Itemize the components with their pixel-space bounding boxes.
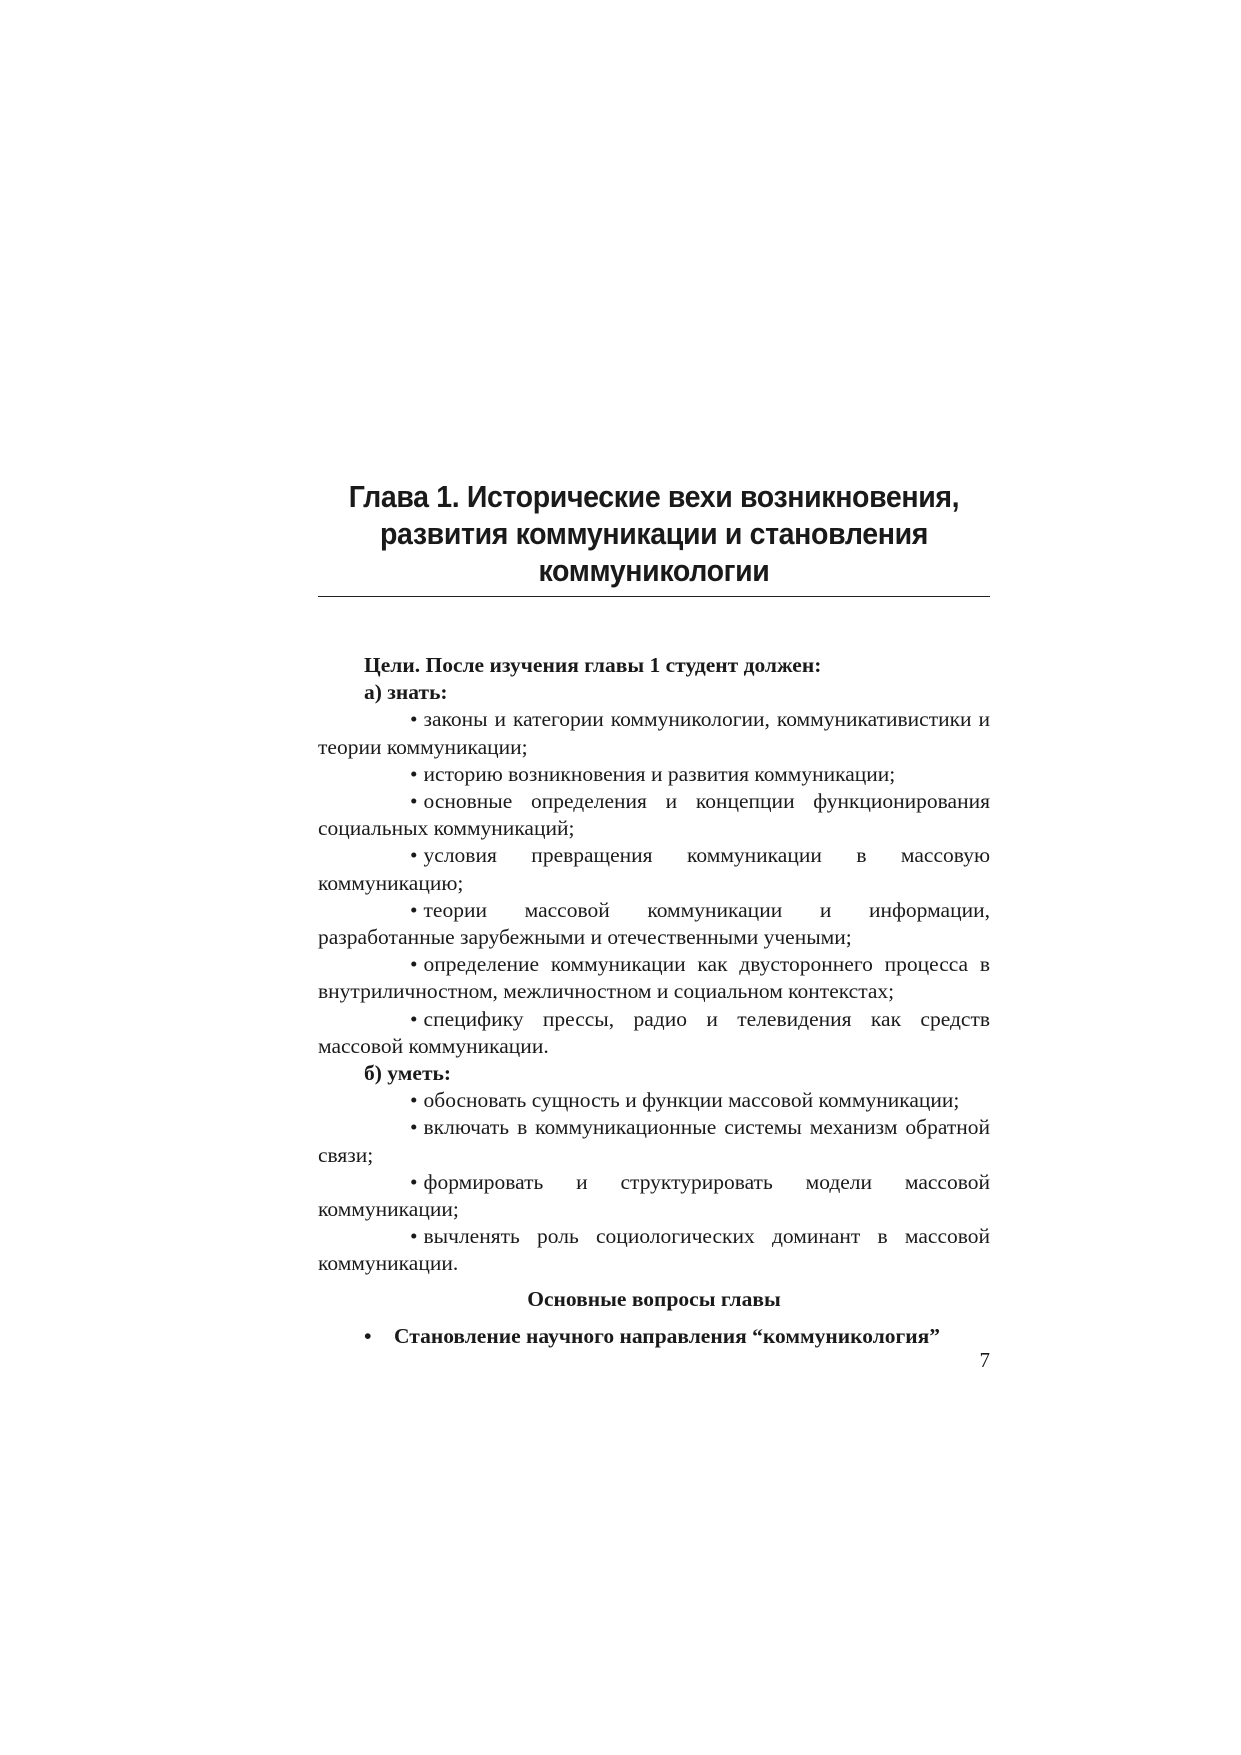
can-item xyxy=(318,1114,990,1168)
bullet-icon: • xyxy=(410,843,418,868)
chapter-body xyxy=(318,652,990,1350)
know-heading: а) знать: xyxy=(364,680,448,705)
know-item xyxy=(318,761,990,788)
know-item xyxy=(318,897,990,951)
can-item-text: обосновать сущность и функции массовой коммуникации; xyxy=(423,1088,960,1113)
questions-heading: Основные вопросы главы xyxy=(527,1286,781,1311)
bullet-icon: • xyxy=(410,1224,418,1249)
bullet-icon: • xyxy=(410,952,418,977)
page-number: 7 xyxy=(979,1348,990,1372)
know-item xyxy=(318,1006,990,1060)
question-item xyxy=(318,1323,990,1350)
chapter-title xyxy=(345,478,963,589)
bullet-icon: • xyxy=(410,707,418,732)
bullet-icon: • xyxy=(410,761,418,786)
bullet-icon: • xyxy=(410,1006,418,1031)
know-item xyxy=(318,951,990,1005)
bullet-icon: • xyxy=(410,1088,418,1113)
can-item-text: включать в коммуникационные системы механизм обратной связи; xyxy=(318,1115,990,1167)
can-item xyxy=(318,1223,990,1277)
bullet-icon: • xyxy=(410,789,418,814)
know-item-text: определение коммуникации как двустороннего процесса в внутриличностном, межличностном и социальном контекстах; xyxy=(318,952,990,1004)
can-item-text: формировать и структурировать модели массовой коммуникации; xyxy=(318,1169,990,1222)
know-item-text: теории массовой коммуникации и информации, разработанные зарубежными и отечественными учеными; xyxy=(318,897,990,950)
know-item xyxy=(318,706,990,760)
bullet-icon: • xyxy=(410,897,418,922)
know-item-text: историю возникновения и развития коммуникации; xyxy=(423,761,896,786)
know-item-text: условия превращения коммуникации в массовую коммуникацию; xyxy=(318,843,990,895)
know-item-text: законы и категории коммуникологии, коммуникативистики и теории коммуникации; xyxy=(318,707,990,759)
know-item xyxy=(318,788,990,842)
know-item-text: специфику прессы, радио и телевидения как средств массовой коммуникации. xyxy=(318,1006,990,1058)
can-item xyxy=(318,1169,990,1223)
bullet-icon: • xyxy=(410,1169,418,1194)
can-item-text: вычленять роль социологических доминант в массовой коммуникации. xyxy=(318,1224,990,1276)
know-item xyxy=(318,842,990,896)
bullet-icon: • xyxy=(364,1323,372,1348)
can-item xyxy=(318,1087,990,1114)
title-divider xyxy=(318,596,990,597)
chapter-title-line: коммуникологии xyxy=(538,553,770,588)
bullet-icon: • xyxy=(410,1115,418,1140)
chapter-title-line: Глава 1. Исторические вехи возникновения, xyxy=(348,479,960,514)
goals-intro: Цели. После изучения главы 1 студент должен: xyxy=(364,653,822,677)
know-item-text: основные определения и концепции функционирования социальных коммуникаций; xyxy=(318,789,990,841)
chapter-title-line: развития коммуникации и становления xyxy=(379,516,929,551)
question-item-text: Становление научного направления “коммуникология” xyxy=(394,1323,941,1348)
can-heading: б) уметь: xyxy=(364,1061,452,1086)
